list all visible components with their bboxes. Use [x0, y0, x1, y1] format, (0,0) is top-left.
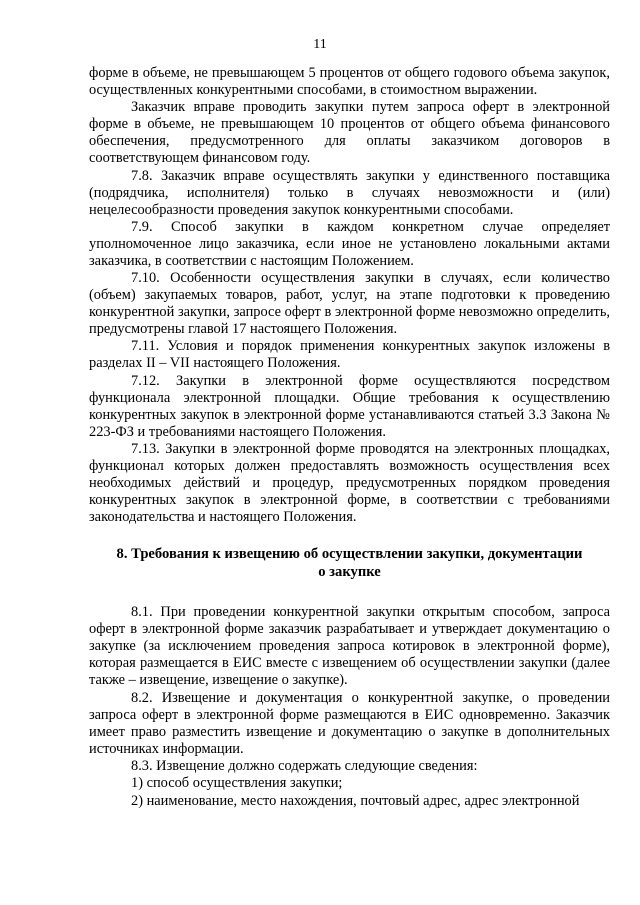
- list-item-1: 1) способ осуществления закупки;: [131, 775, 343, 792]
- paragraph-8-3: 8.3. Извещение должно содержать следующие сведения:: [131, 757, 478, 774]
- spacer: [89, 581, 610, 604]
- document-body: [89, 65, 610, 810]
- paragraph-8-2: 8.2. Извещение и документация о конкурентной закупке, о проведении запроса оферт в электронной форме размещаются в ЕИС одновременно. Заказчик имеет право разместить извещение и документацию о закупке в дополнительных источниках информации.: [89, 689, 610, 757]
- paragraph-7-13: 7.13. Закупки в электронной форме проводятся на электронных площадках, функционал которых должен предоставлять возможность осуществления всех необходимых действий и процедур, предусмотренных порядком проведения конкурентных закупок в электронной форме, в соответствии с требованиями законодательства и настоящего Положения.: [89, 441, 610, 526]
- paragraph-offer-limit: Заказчик вправе проводить закупки путем запроса оферт в электронной форме в объеме, не превышающем 10 процентов от общего объема финансового обеспечения, предусмотренного для оплаты заказчиком договоров в соответствующем финансовом году.: [89, 99, 610, 167]
- paragraph-7-11: 7.11. Условия и порядок применения конкурентных закупок изложены в разделах II – VII настоящего Положения.: [89, 338, 610, 372]
- section-heading-line-2: о закупке: [318, 564, 381, 581]
- paragraph-7-8: 7.8. Заказчик вправе осуществлять закупки у единственного поставщика (подрядчика, исполнителя) только в случаях невозможности и (или) нецелесообразности проведения закупок конкурентными способами.: [89, 167, 610, 218]
- spacer: [89, 526, 610, 545]
- list-item-2: 2) наименование, место нахождения, почтовый адрес, адрес электронной: [131, 792, 580, 809]
- paragraph-7-10: 7.10. Особенности осуществления закупки в случаях, если количество (объем) закупаемых товаров, работ, услуг, на этапе подготовки к проведению конкурентной закупки, запросе оферт в электронной форме невозможно определить, предусмотрены главой 17 настоящего Положения.: [89, 270, 610, 338]
- paragraph-8-1: 8.1. При проведении конкурентной закупки открытым способом, запроса оферт в электронной форме заказчик разрабатывает и утверждает документацию о закупке (за исключением проведения запроса котировок в электронной форме), которая размещается в ЕИС вместе с извещением об осуществлении закупки (далее также – извещение, извещение о закупке).: [89, 604, 610, 689]
- paragraph-7-9: 7.9. Способ закупки в каждом конкретном случае определяет уполномоченное лицо заказчика, если иное не установлено локальными актами заказчика, в соответствии с настоящим Положением.: [89, 218, 610, 269]
- paragraph-continuation: форме в объеме, не превышающем 5 процентов от общего годового объема закупок, осуществленных конкурентными способами, в стоимостном выражении.: [89, 65, 610, 98]
- page-number: 11: [313, 37, 327, 52]
- paragraph-7-12: 7.12. Закупки в электронной форме осуществляются посредством функционала электронной площадки. Общие требования к осуществлению конкурентных закупок в электронной форме устанавливаются статьей 3.3 Закона № 223-ФЗ и требованиями настоящего Положения.: [89, 372, 610, 440]
- section-heading-line-1: 8. Требования к извещению об осуществлении закупки, документации: [116, 546, 583, 563]
